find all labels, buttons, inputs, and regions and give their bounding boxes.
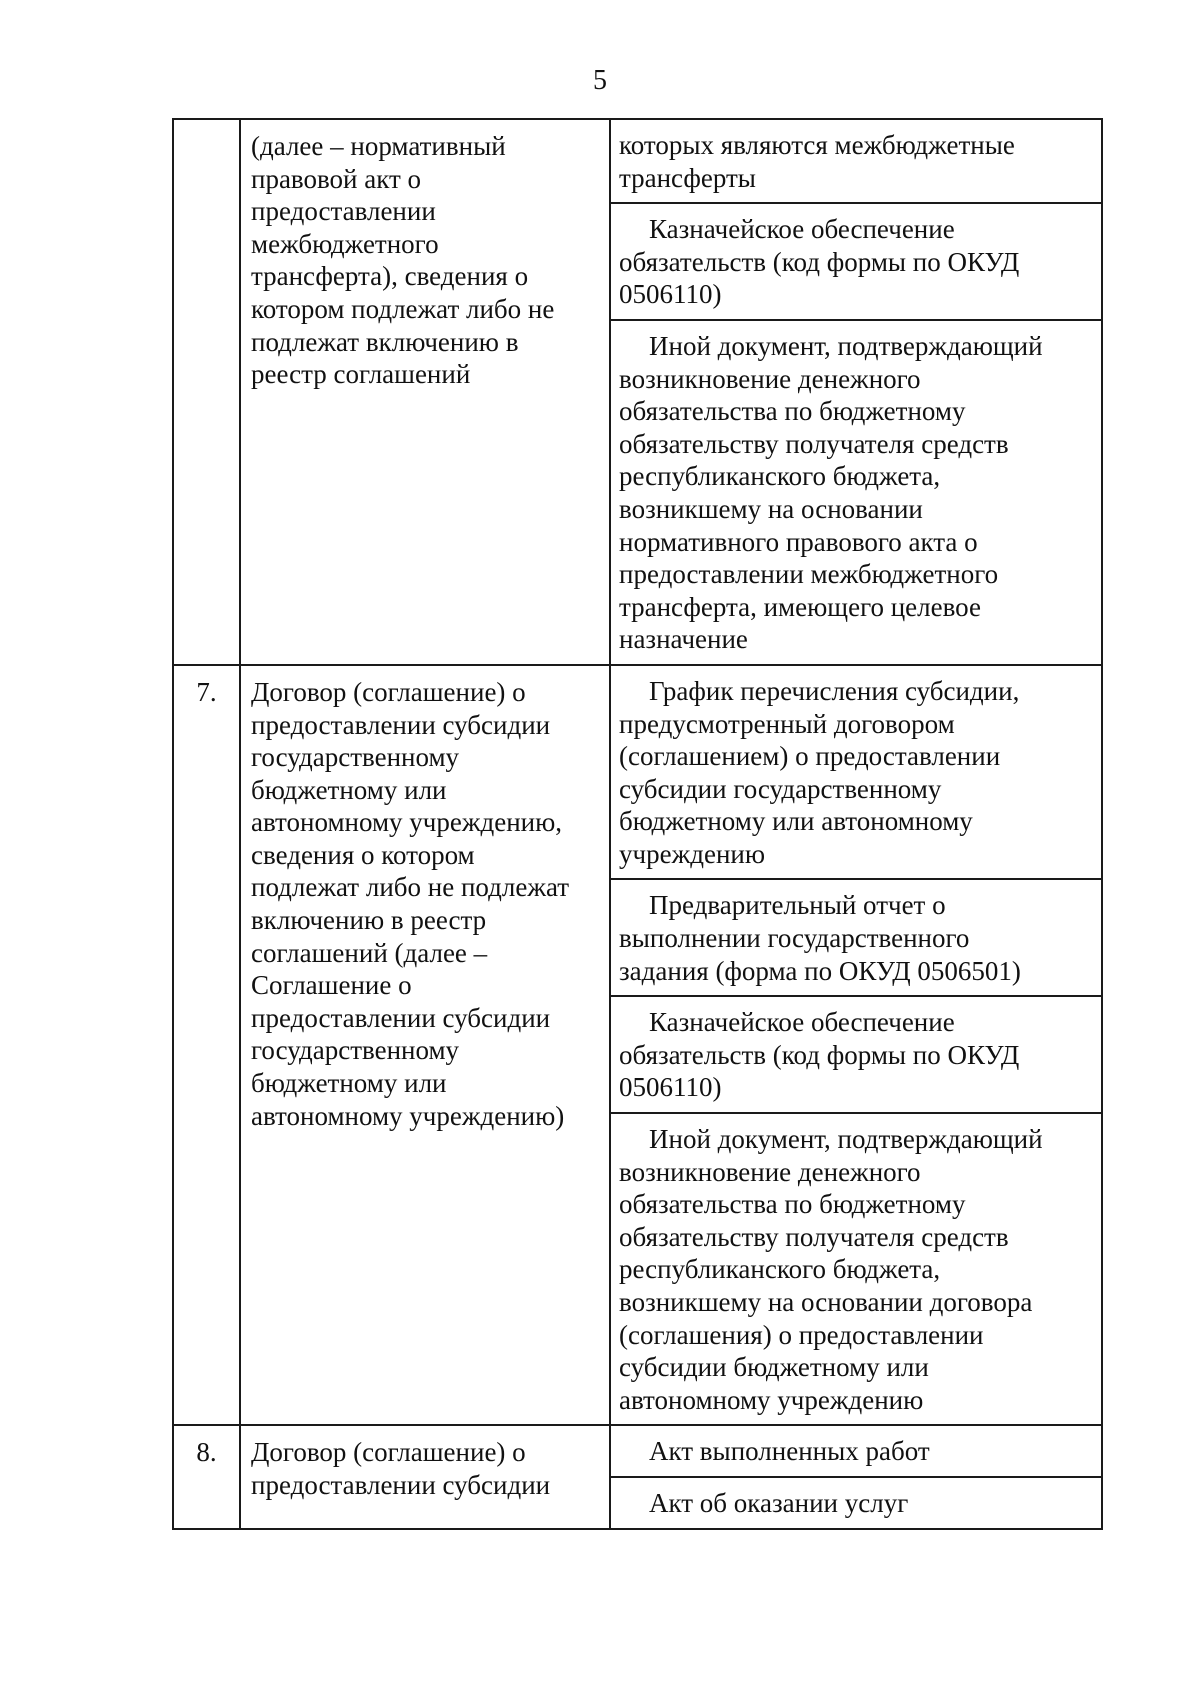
document-line: обязательства по бюджетному [619,396,966,427]
agreement-name-line: сведения о котором [251,839,475,870]
document-line: обязательств (код формы по ОКУД [619,246,1020,277]
agreement-name-line: автономному учреждению) [251,1100,565,1131]
agreement-name-line: бюджетному или [251,1068,447,1099]
agreement-name-line: предоставлении субсидии [251,709,551,740]
agreement-name-line: реестр соглашений [251,359,471,390]
document-item [611,1112,1101,1424]
agreement-name-line: Соглашение о [251,970,412,1001]
document-line: возникшему на основании договора [619,1287,1033,1317]
document-line: трансферта, имеющего целевое [619,591,981,622]
agreement-name-line: подлежат либо не подлежат [251,872,570,903]
document-line: обязательству получателя средств [619,428,1009,459]
table-row [173,119,1102,665]
document-line: 0506110) [619,279,722,310]
agreement-name-line: государственному [251,1035,460,1066]
agreement-name-line: Договор (соглашение) о [251,676,526,707]
document-line: обязательства по бюджетному [619,1189,966,1220]
agreement-name-line: трансферта), сведения о [251,261,529,292]
document-item [611,1426,1101,1476]
agreement-name-line: Договор (соглашение) о [251,1437,526,1468]
document-line: Акт выполненных работ [649,1436,930,1467]
agreement-name-line: предоставлении субсидии [251,1469,551,1500]
agreement-name-line: автономному учреждению, [251,807,563,838]
agreement-name-line: подлежат включению в [251,326,519,357]
document-line: которых являются межбюджетные [619,130,1015,160]
row-number: 8. [173,1425,240,1528]
documents-cell [610,1425,1102,1528]
page-number: 5 [593,65,607,96]
agreement-name-line: правовой акт о [251,163,422,194]
document-line: возникновение денежного [619,1156,921,1187]
document-line: График перечисления субсидии, [649,675,1020,706]
document-line: нормативного правового акта о [619,526,978,557]
document-line: возникшему на основании [619,493,923,524]
document-item [611,995,1101,1112]
document-line: предоставлении межбюджетного [619,559,999,590]
document-item [611,319,1101,664]
agreement-name-line: межбюджетного [251,228,439,259]
document-line: бюджетному или автономному [619,806,973,837]
document-line: Казначейское обеспечение [649,214,955,245]
document-line: Акт об оказании услуг [649,1487,909,1518]
document-line: республиканского бюджета, [619,461,941,492]
agreement-name-line: государственному [251,742,460,773]
agreement-name-line: (далее – нормативный [251,131,506,161]
documents-table [172,118,1103,1530]
document-line: 0506110) [619,1072,722,1103]
documents-cell [610,119,1102,665]
document-line: субсидии государственному [619,773,942,804]
document-line: возникновение денежного [619,363,921,394]
table-body [173,119,1102,1529]
document-line: обязательству получателя средств [619,1221,1009,1252]
document-line: трансферты [619,162,756,193]
table-row [173,1425,1102,1528]
document-line: назначение [619,624,748,655]
document-line: Иной документ, подтверждающий [649,330,1043,361]
document-line: Предварительный отчет о [649,890,946,921]
document-line: (соглашением) о предоставлении [619,741,1001,772]
document-line: республиканского бюджета, [619,1254,941,1285]
agreement-name-line: котором подлежат либо не [251,293,555,324]
document-line: автономному учреждению [619,1384,924,1415]
document-item [611,666,1101,879]
row-number: 7. [173,665,240,1425]
document-line: (соглашения) о предоставлении [619,1319,984,1350]
agreement-name-line: включению в реестр [251,905,487,936]
agreement-name-line: предоставлении [251,196,436,227]
document-item [611,878,1101,995]
document-line: обязательств (код формы по ОКУД [619,1039,1020,1070]
table-row [173,665,1102,1425]
document-line: предусмотренный договором [619,708,955,739]
document-item [611,1476,1101,1528]
document-item [611,120,1101,202]
agreement-name-line: предоставлении субсидии [251,1002,551,1033]
agreement-name-cell [240,1425,610,1528]
documents-cell [610,665,1102,1425]
document-line: учреждению [619,838,766,869]
agreement-name-cell [240,119,610,665]
agreement-name-cell [240,665,610,1425]
document-line: субсидии бюджетному или [619,1352,929,1383]
document-line: выполнении государственного [619,923,970,954]
row-number [173,119,240,665]
document-line: Казначейское обеспечение [649,1007,955,1038]
agreement-name-line: соглашений (далее – [251,937,488,968]
document-item [611,202,1101,319]
agreement-name-line: бюджетному или [251,774,447,805]
document-line: задания (форма по ОКУД 0506501) [619,955,1021,986]
document-line: Иной документ, подтверждающий [649,1124,1043,1155]
